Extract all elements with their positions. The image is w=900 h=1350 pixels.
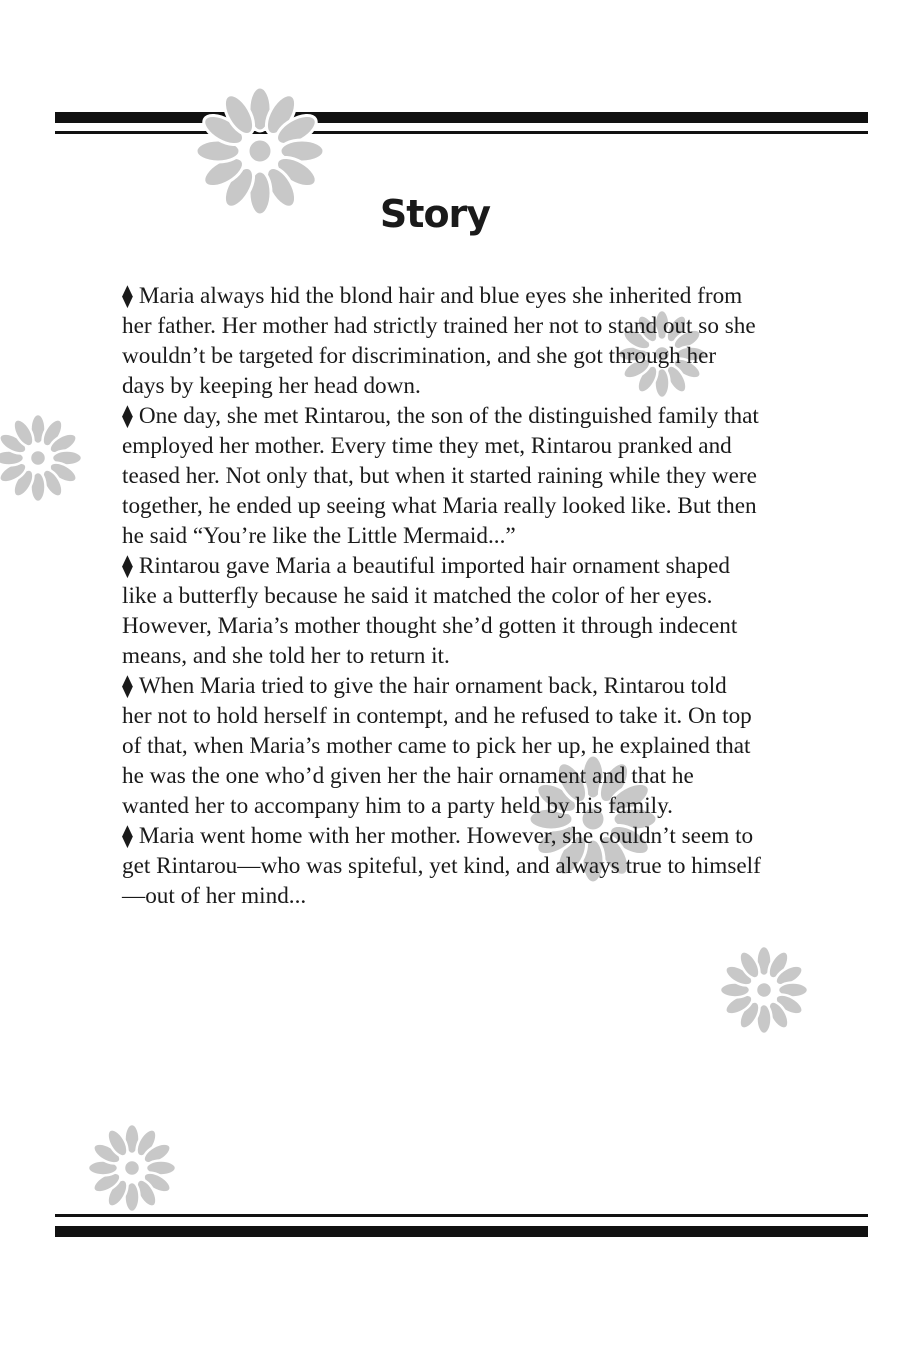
flower-icon (718, 944, 810, 1036)
paragraph-text: Rintarou gave Maria a beautiful imported hair ornament shaped like a butterfly because he said it matched the color of her eyes. However, Maria’s mother thought she’d gotten it through indecent means, and she told her to return it. (122, 553, 738, 669)
page-title: Story (379, 192, 491, 236)
bottom-thick-rule (55, 1226, 868, 1237)
flower-icon (0, 412, 84, 504)
paragraph-text: Maria went home with her mother. However, she couldn’t seem to get Rintarou—who was spiteful, yet kind, and always true to himself—out of her mind... (122, 823, 761, 909)
story-text (122, 281, 762, 911)
diamond-bullet-icon: ⧫ (122, 403, 133, 428)
diamond-bullet-icon: ⧫ (122, 673, 133, 698)
story-paragraph (122, 821, 762, 911)
story-paragraph (122, 281, 762, 401)
paragraph-text: When Maria tried to give the hair ornament back, Rintarou told her not to hold herself in contempt, and he refused to take it. On top of that, when Maria’s mother came to pick her up, he explained that he was the one who’d given her the hair ornament and that he wanted her to accompany him to a party held by his family. (122, 673, 752, 819)
story-paragraph (122, 671, 762, 821)
flower-icon (86, 1122, 178, 1214)
diamond-bullet-icon: ⧫ (122, 553, 133, 578)
paragraph-text: One day, she met Rintarou, the son of the distinguished family that employed her mother. Every time they met, Rintarou pranked and teased her. Not only that, but when it started raining while they were together, he ended up seeing what Maria really looked like. But then he said “You’re like the Little Mermaid...” (122, 403, 759, 549)
top-thick-rule (55, 112, 868, 123)
story-paragraph (122, 551, 762, 671)
top-thin-rule (55, 131, 868, 134)
diamond-bullet-icon: ⧫ (122, 283, 133, 308)
bottom-thin-rule (55, 1214, 868, 1217)
paragraph-text: Maria always hid the blond hair and blue eyes she inherited from her father. Her mother had strictly trained her not to stand out so she wouldn’t be targeted for discrimination, and she got through her days by keeping her head down. (122, 283, 756, 399)
story-paragraph (122, 401, 762, 551)
diamond-bullet-icon: ⧫ (122, 823, 133, 848)
